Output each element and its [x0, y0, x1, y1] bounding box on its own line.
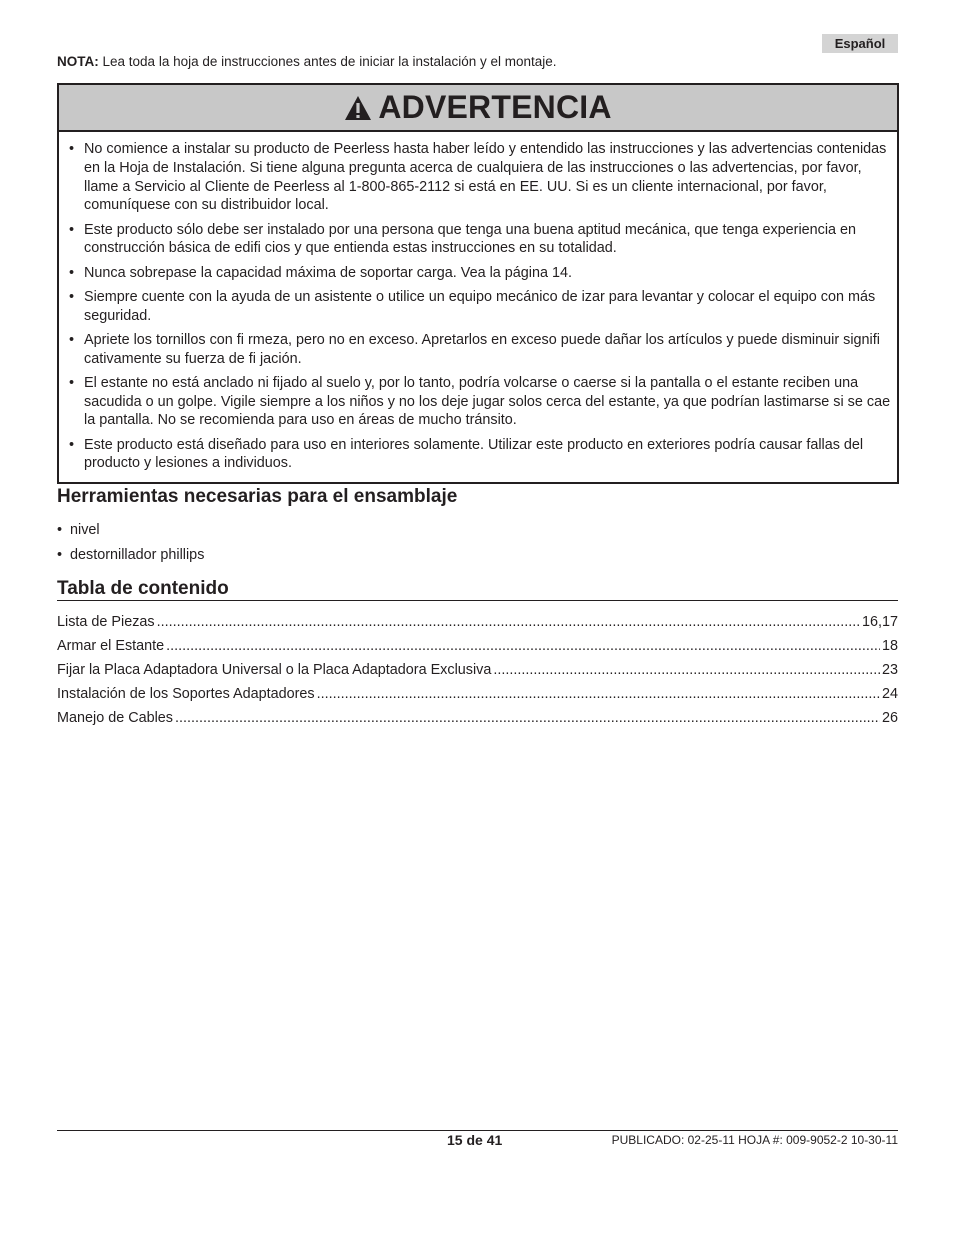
warning-item: • Este producto está diseñado para uso en interiores solamente. Utilizar este producto en exteriores podría causar fallas del producto y lesiones a individuos. [59, 436, 897, 474]
warning-item: • No comience a instalar su producto de Peerless hasta haber leído y entendido las instrucciones y las advertencias contenidas en la Hoja de Instalación. Si tiene alguna pregunta acerca de cualquiera de las instrucciones o las advertencias, por favor, llame a Servicio al Cliente de Peerless al 1-800-865-2112 si está en EE. UU. Si es un cliente internacional, por favor, comuníquese con su distribuidor local. [59, 140, 897, 215]
page-number: 15 de 41 [447, 1132, 503, 1148]
toc-heading: Tabla de contenido [57, 578, 898, 601]
warning-box [57, 83, 899, 484]
warning-list [59, 132, 897, 473]
warning-triangle-icon [344, 95, 372, 121]
warning-title: ADVERTENCIA [378, 89, 612, 125]
language-tag: Español [822, 34, 898, 53]
toc-entry[interactable] [57, 684, 898, 708]
toc-entry[interactable] [57, 660, 898, 684]
tools-heading: Herramientas necesarias para el ensamblaje [57, 486, 458, 507]
toc-entry-page: 23 [881, 662, 898, 678]
toc-entry-title: Armar el Estante [57, 638, 165, 654]
note [57, 54, 557, 69]
warning-header [59, 85, 897, 132]
toc-leader-dots [493, 660, 880, 680]
warning-item: • El estante no está anclado ni fijado al suelo y, por lo tanto, podría volcarse o caerse si la pantalla o el estante reciben una sacudida o un golpe. Vigile siempre a los niños y no los deje jugar solos cerca del estante, ya que podrían lastimarse si se cae la pantalla. No se recomienda para uso en áreas de mucho tránsito. [59, 374, 897, 430]
toc-entry-page: 26 [881, 710, 898, 726]
toc-entry-title: Manejo de Cables [57, 710, 173, 726]
warning-item: • Siempre cuente con la ayuda de un asistente o utilice un equipo mecánico de izar para levantar y colocar el equipo con más seguridad. [59, 288, 897, 326]
tool-item: • nivel [57, 521, 204, 539]
toc-leader-dots [175, 708, 880, 728]
toc-entry-page: 16,17 [861, 614, 898, 630]
tools-list [57, 521, 204, 571]
warning-item: • Apriete los tornillos con fi rmeza, pero no en exceso. Apretarlos en exceso puede dañar los artículos y puede disminuir signifi cativamente su fuerza de fi jación. [59, 331, 897, 369]
toc-entry[interactable] [57, 636, 898, 660]
toc-entry[interactable] [57, 708, 898, 732]
footer-divider [57, 1130, 898, 1131]
toc-leader-dots [317, 684, 880, 704]
toc-entry-title: Lista de Piezas [57, 614, 155, 630]
publication-info: PUBLICADO: 02-25-11 HOJA #: 009-9052-2 10-30-11 [611, 1133, 898, 1147]
note-label: NOTA: [57, 54, 99, 69]
tool-item: • destornillador phillips [57, 546, 204, 564]
toc-entry-page: 18 [881, 638, 898, 654]
toc-leader-dots [166, 636, 880, 656]
warning-item: • Este producto sólo debe ser instalado por una persona que tenga una buena aptitud mecánica, que tenga experiencia en construcción básica de edifi cios y que entienda estas instrucciones en su totalidad. [59, 221, 897, 259]
table-of-contents [57, 612, 898, 732]
toc-entry-title: Instalación de los Soportes Adaptadores [57, 686, 315, 702]
toc-entry-title: Fijar la Placa Adaptadora Universal o la Placa Adaptadora Exclusiva [57, 662, 492, 678]
toc-entry[interactable] [57, 612, 898, 636]
warning-item: • Nunca sobrepase la capacidad máxima de soportar carga. Vea la página 14. [59, 264, 897, 283]
note-text: Lea toda la hoja de instrucciones antes de iniciar la instalación y el montaje. [102, 54, 557, 69]
toc-entry-page: 24 [881, 686, 898, 702]
toc-leader-dots [157, 612, 860, 632]
